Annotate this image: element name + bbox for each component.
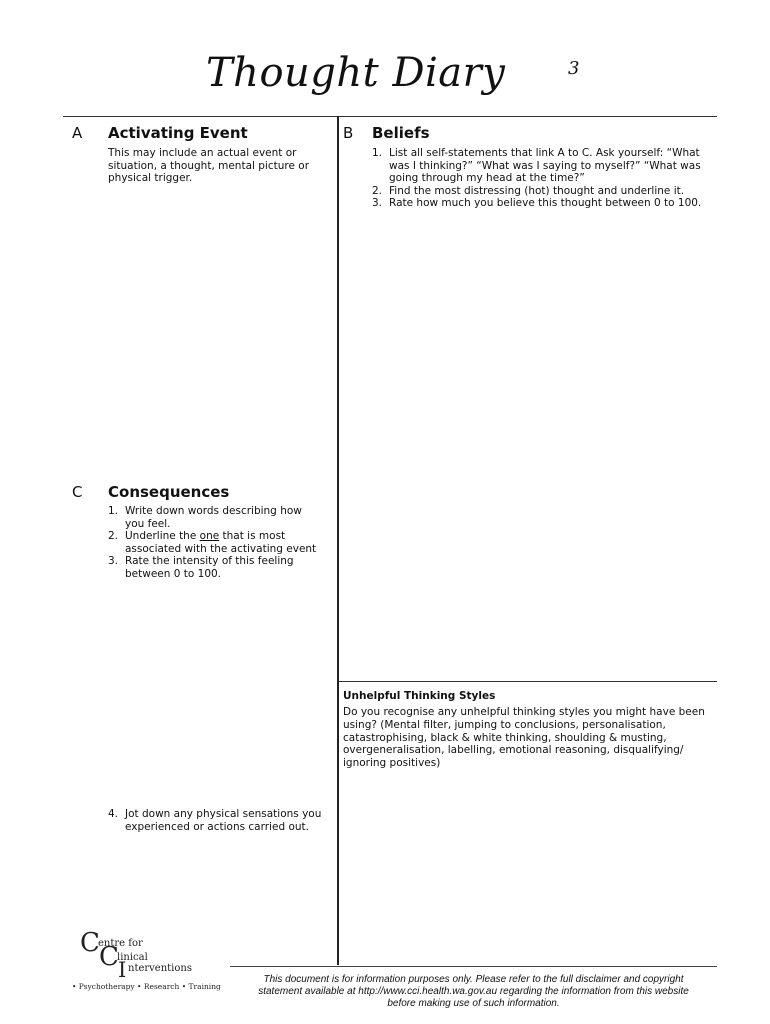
list-line: List all self-statements that link A to C. Ask yourself: “What [389, 147, 700, 159]
list-number: 2. [108, 530, 119, 543]
list-line: experienced or actions carried out. [125, 820, 309, 833]
underlined-word: one [199, 530, 220, 543]
section-a-line: This may include an actual event or [108, 147, 297, 159]
section-c-letter: C [72, 483, 83, 501]
list-item [372, 197, 717, 210]
column-divider [337, 116, 339, 965]
unhelpful-line: ignoring positives) [343, 757, 441, 770]
section-b-list [372, 147, 717, 210]
logo-tagline: • Psychotherapy • Research • Training [72, 982, 221, 991]
unhelpful-line: catastrophising, black & white thinking, shoulding & musting, [343, 731, 667, 744]
logo-letter-c2: C [99, 942, 119, 972]
unhelpful-heading: Unhelpful Thinking Styles [343, 690, 496, 702]
list-number: 1. [372, 147, 383, 159]
disclaimer-line: before making use of such information. [387, 998, 560, 1009]
logo-letter-c: C [80, 928, 100, 958]
section-b-letter: B [343, 124, 354, 142]
top-divider [63, 116, 717, 117]
list-item [372, 147, 717, 185]
list-line: Write down words describing how [125, 505, 302, 517]
list-line: going through my head at the time?” [389, 172, 585, 185]
list-number: 3. [372, 197, 383, 210]
section-c-list [108, 505, 333, 581]
list-line: was I thinking?” “What was I saying to myself?” “What was [389, 159, 701, 172]
footer-divider [230, 966, 717, 967]
list-line: Jot down any physical sensations you [125, 808, 322, 820]
title-number: 3 [568, 58, 580, 79]
list-number: 4. [108, 808, 119, 820]
section-a-letter: A [72, 124, 83, 142]
section-a-description [108, 147, 333, 185]
unhelpful-line: overgeneralisation, labelling, emotional reasoning, disqualifying/ [343, 744, 684, 757]
unhelpful-body [343, 706, 713, 770]
list-item [108, 555, 333, 580]
section-a-heading: Activating Event [108, 124, 248, 142]
list-line: Rate the intensity of this feeling [125, 555, 294, 568]
list-item [108, 505, 333, 530]
list-line: associated with the activating event [125, 542, 317, 555]
section-a-line: physical trigger. [108, 172, 193, 185]
list-line: between 0 to 100. [125, 567, 222, 580]
list-line: Find the most distressing (hot) thought and underline it. [389, 184, 685, 197]
list-number: 2. [372, 184, 383, 197]
section-c-heading: Consequences [108, 483, 230, 501]
list-number: 3. [108, 555, 119, 568]
disclaimer-line: This document is for information purposes only. Please refer to the full disclaimer and copyright [263, 974, 684, 985]
disclaimer [230, 974, 717, 1010]
list-line [125, 530, 333, 543]
text-segment: Underline the [125, 530, 200, 543]
section-c-list-item-4 [108, 808, 333, 833]
logo-text: linical [117, 952, 148, 963]
section-a-line: situation, a thought, mental picture or [108, 159, 310, 172]
page-title: Thought Diary [206, 50, 506, 96]
unhelpful-line: Do you recognise any unhelpful thinking styles you might have been [343, 706, 705, 718]
list-line: Rate how much you believe this thought between 0 to 100. [389, 197, 702, 210]
logo-text: nterventions [128, 963, 192, 974]
unhelpful-divider [339, 681, 717, 682]
disclaimer-line: statement available at http://www.cci.health.wa.gov.au regarding the information from this website [258, 986, 689, 997]
unhelpful-line: using? (Mental filter, jumping to conclusions, personalisation, [343, 718, 666, 731]
text-segment: that is most [219, 530, 286, 543]
logo-text: entre for [98, 938, 143, 949]
list-item [108, 808, 333, 833]
list-item [108, 530, 333, 555]
cci-logo [72, 930, 232, 992]
list-line: you feel. [125, 517, 171, 530]
section-b-heading: Beliefs [372, 124, 430, 142]
list-number: 1. [108, 505, 119, 517]
logo-letter-i: I [118, 958, 127, 982]
list-item [372, 185, 717, 198]
